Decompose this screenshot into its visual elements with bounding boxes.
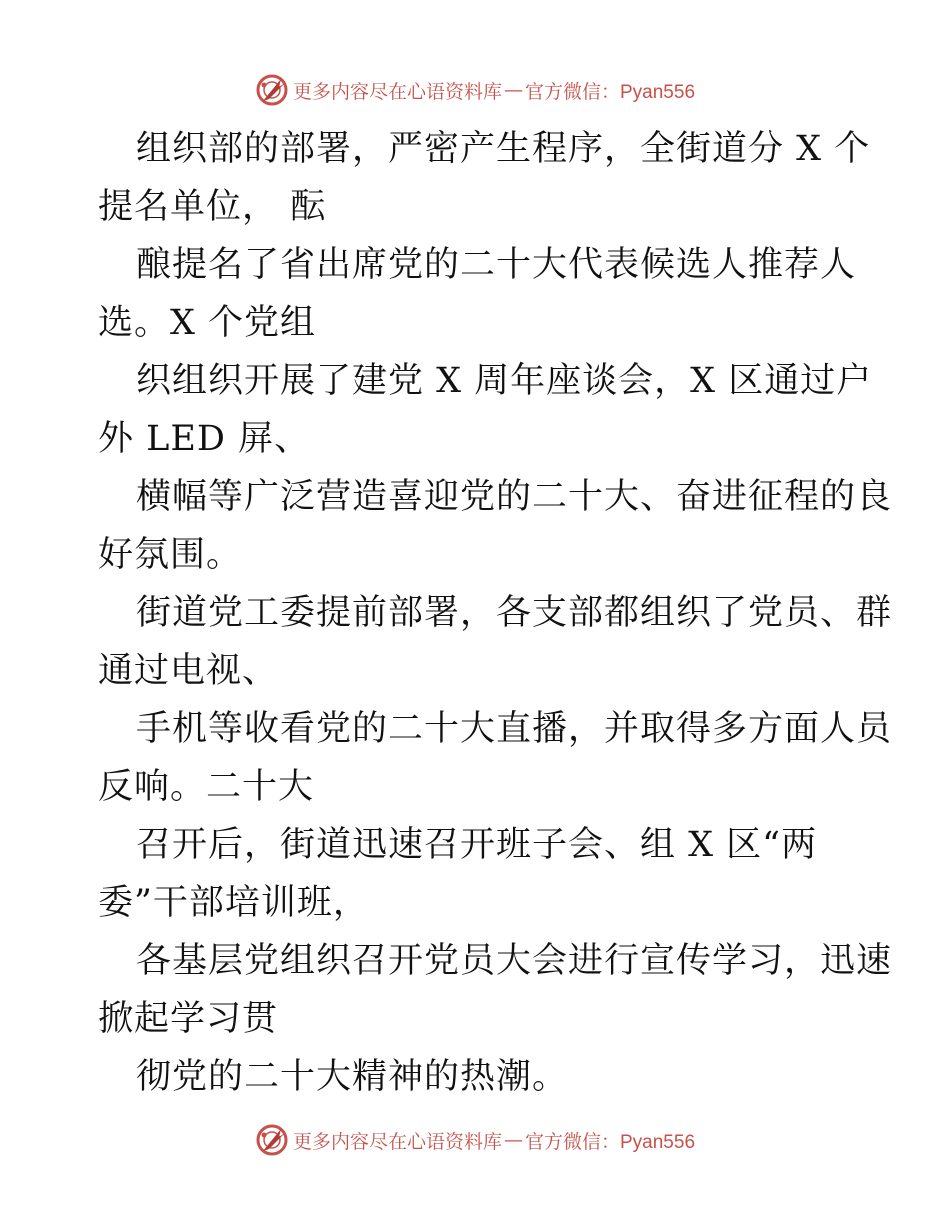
header-watermark-text: 更多内容尽在心语资料库 bbox=[292, 80, 502, 103]
footer-watermark bbox=[0, 1120, 950, 1160]
quill-logo-icon bbox=[255, 1123, 289, 1157]
quill-logo-icon bbox=[255, 73, 289, 107]
paragraph-line: 提名单位， 酝 bbox=[98, 187, 327, 227]
paragraph-4 bbox=[98, 468, 893, 584]
header-watermark bbox=[0, 70, 950, 110]
paragraph-line: 通过电视、 bbox=[98, 651, 279, 691]
paragraph-6 bbox=[98, 700, 893, 816]
footer-dash: — bbox=[504, 1129, 523, 1151]
paragraph-1 bbox=[98, 120, 871, 236]
paragraph-line: 好氛围。 bbox=[98, 535, 243, 575]
paragraph-line: 选。X 个党组 bbox=[98, 303, 317, 343]
paragraph-5 bbox=[98, 584, 893, 700]
paragraph-8 bbox=[98, 932, 893, 1048]
paragraph-7 bbox=[98, 816, 868, 932]
document-body bbox=[98, 120, 893, 1106]
paragraph-9 bbox=[98, 1048, 868, 1106]
paragraph-line: 组织部的部署，严密产生程序，全街道分 X 个 bbox=[136, 129, 871, 169]
paragraph-line: 掀起学习贯 bbox=[98, 999, 279, 1039]
footer-contact: 官方微信：Pyan556 bbox=[525, 1131, 696, 1153]
header-dash: — bbox=[504, 79, 523, 101]
paragraph-3 bbox=[98, 352, 873, 468]
paragraph-line: 横幅等广泛营造喜迎党的二十大、奋进征程的良 bbox=[136, 477, 893, 517]
paragraph-line: 委”干部培训班， bbox=[98, 883, 369, 923]
paragraph-line: 织组织开展了建党 X 周年座谈会，X 区通过户 bbox=[136, 361, 873, 401]
paragraph-line: 反响。二十大 bbox=[98, 767, 315, 807]
paragraph-line: 各基层党组织召开党员大会进行宣传学习，迅速 bbox=[136, 941, 893, 981]
header-contact: 官方微信：Pyan556 bbox=[525, 81, 696, 103]
paragraph-line: 手机等收看党的二十大直播，并取得多方面人员 bbox=[136, 709, 893, 749]
paragraph-line: 酿提名了省出席党的二十大代表候选人推荐人 bbox=[136, 245, 857, 285]
paragraph-2 bbox=[98, 236, 868, 352]
footer-watermark-text: 更多内容尽在心语资料库 bbox=[292, 1130, 502, 1153]
paragraph-line: 彻党的二十大精神的热潮。 bbox=[136, 1057, 569, 1097]
paragraph-line: 召开后，街道迅速召开班子会、组 X 区“两 bbox=[136, 825, 818, 865]
paragraph-line: 街道党工委提前部署，各支部都组织了党员、群 bbox=[136, 593, 893, 633]
paragraph-line: 外 LED 屏、 bbox=[98, 419, 311, 459]
